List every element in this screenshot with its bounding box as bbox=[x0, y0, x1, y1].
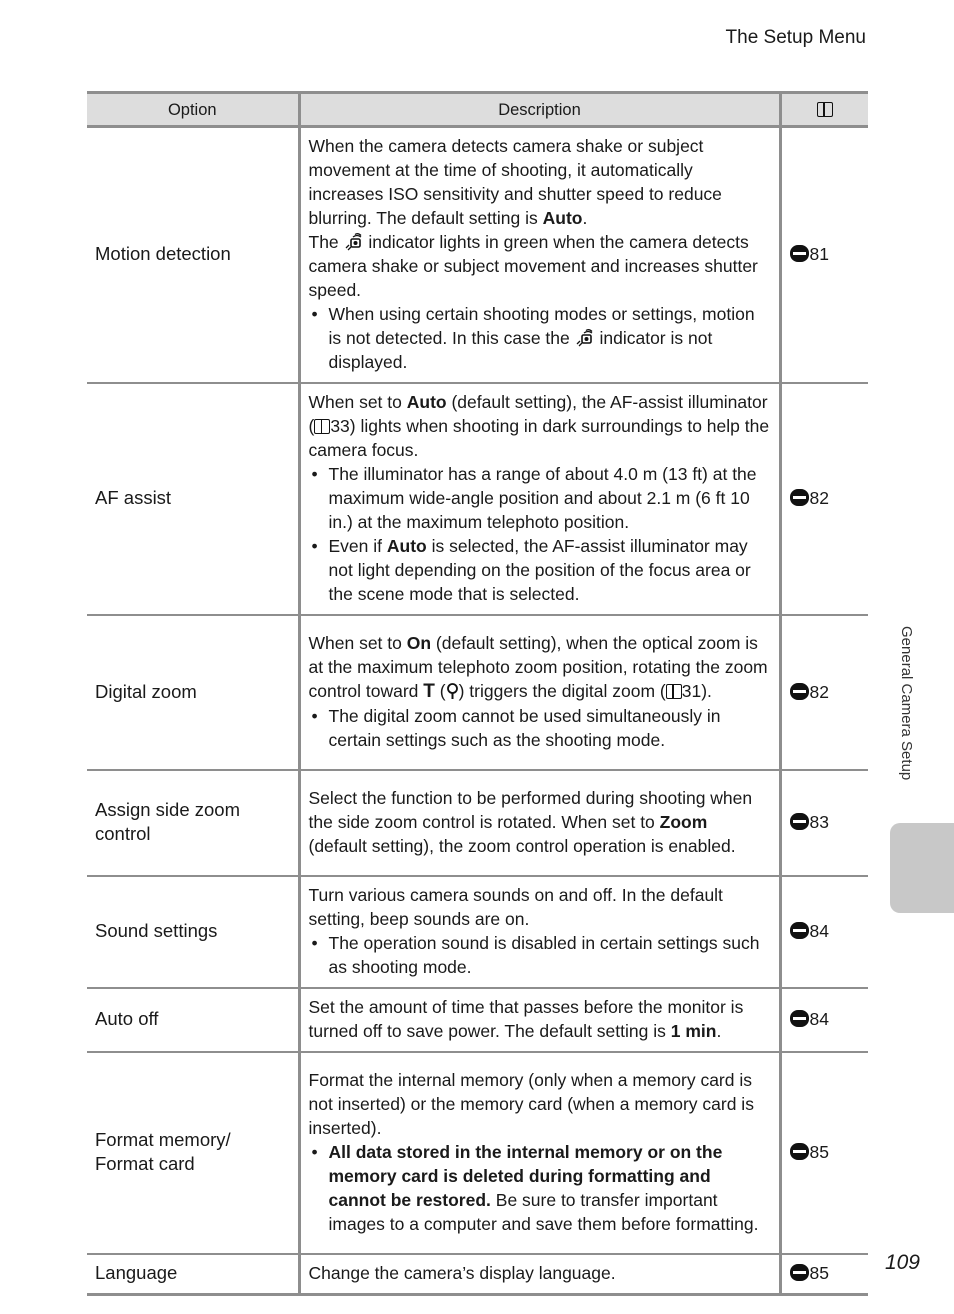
reference-book-icon bbox=[314, 419, 330, 434]
table-row bbox=[87, 383, 868, 615]
table-row bbox=[87, 1052, 868, 1254]
option-name: Sound settings bbox=[87, 876, 299, 988]
header-title: The Setup Menu bbox=[725, 27, 866, 48]
reference-book-icon bbox=[666, 684, 682, 699]
option-name: Digital zoom bbox=[87, 615, 299, 770]
table-header-row bbox=[87, 93, 868, 127]
table-row bbox=[87, 876, 868, 988]
reference-book-icon bbox=[817, 102, 833, 117]
reference-section-icon bbox=[790, 683, 809, 700]
reference-section-icon bbox=[790, 813, 809, 830]
reference-cell: 85 bbox=[780, 1254, 868, 1295]
option-name: Format memory/ Format card bbox=[87, 1052, 299, 1254]
option-description: When set to Auto (default setting), the AF-assist illuminator ( 33) lights when shooting in dark surroundings to help the camera focus. • The illuminator has a range of about 4.0 m (13 ft) at the maximum wide-angle position and about 2.1 m (6 ft 10 in.) at the maximum telephoto position. • Even if Auto is selected, the AF-assist illuminator may not light depending on the position of the focus area or the scene mode that is selected. bbox=[299, 383, 780, 615]
header-description: Description bbox=[299, 93, 780, 127]
table-row bbox=[87, 988, 868, 1052]
reference-cell: 82 bbox=[780, 615, 868, 770]
option-name: Assign side zoom control bbox=[87, 770, 299, 876]
reference-cell: 81 bbox=[780, 127, 868, 384]
option-description: When the camera detects camera shake or subject movement at the time of shooting, it automatically increases ISO sensitivity and shutter speed to reduce blurring. The default setting is Auto. The indicator lights in green when the camera detects camera shake or subject movement and increases shutter speed. • When using certain shooting modes or settings, motion is not detected. In this case the indicator is not displayed. bbox=[299, 127, 780, 384]
option-description: Change the camera’s display language. bbox=[299, 1254, 780, 1295]
reference-section-icon bbox=[790, 1010, 809, 1027]
option-description: Format the internal memory (only when a memory card is not inserted) or the memory card (when a memory card is inserted). • All data stored in the internal memory or on the memory card is deleted during formatting and cannot be restored. Be sure to transfer important images to a computer and save them before formatting. bbox=[299, 1052, 780, 1254]
reference-section-icon bbox=[790, 1143, 809, 1160]
header-reference bbox=[780, 93, 868, 127]
reference-cell: 84 bbox=[780, 876, 868, 988]
option-description: Select the function to be performed during shooting when the side zoom control is rotated. When set to Zoom (default setting), the zoom control operation is enabled. bbox=[299, 770, 780, 876]
reference-section-icon bbox=[790, 245, 809, 262]
reference-cell: 82 bbox=[780, 383, 868, 615]
motion-detection-icon bbox=[344, 233, 364, 251]
option-description: Set the amount of time that passes before the monitor is turned off to save power. The default setting is 1 min. bbox=[299, 988, 780, 1052]
option-name: AF assist bbox=[87, 383, 299, 615]
section-tab bbox=[890, 823, 954, 913]
reference-cell: 84 bbox=[780, 988, 868, 1052]
motion-detection-icon bbox=[575, 329, 595, 347]
table-row bbox=[87, 615, 868, 770]
option-name: Language bbox=[87, 1254, 299, 1295]
zoom-magnifier-icon bbox=[446, 682, 459, 700]
option-description: When set to On (default setting), when the optical zoom is at the maximum telephoto zoom position, rotating the zoom control toward T ( ) triggers the digital zoom ( 31). • The digital zoom cannot be used simultaneously in certain settings such as the shooting mode. bbox=[299, 615, 780, 770]
option-name: Auto off bbox=[87, 988, 299, 1052]
reference-cell: 83 bbox=[780, 770, 868, 876]
reference-section-icon bbox=[790, 489, 809, 506]
option-description: Turn various camera sounds on and off. In the default setting, beep sounds are on. • The operation sound is disabled in certain settings such as shooting mode. bbox=[299, 876, 780, 988]
header-option: Option bbox=[87, 93, 299, 127]
page-number: 109 bbox=[884, 1251, 920, 1274]
table-row bbox=[87, 1254, 868, 1295]
reference-cell: 85 bbox=[780, 1052, 868, 1254]
reference-section-icon bbox=[790, 922, 809, 939]
option-name: Motion detection bbox=[87, 127, 299, 384]
setup-menu-table bbox=[87, 91, 868, 1296]
section-side-label: General Camera Setup bbox=[898, 626, 915, 781]
reference-section-icon bbox=[790, 1264, 809, 1281]
table-row bbox=[87, 127, 868, 384]
table-row bbox=[87, 770, 868, 876]
